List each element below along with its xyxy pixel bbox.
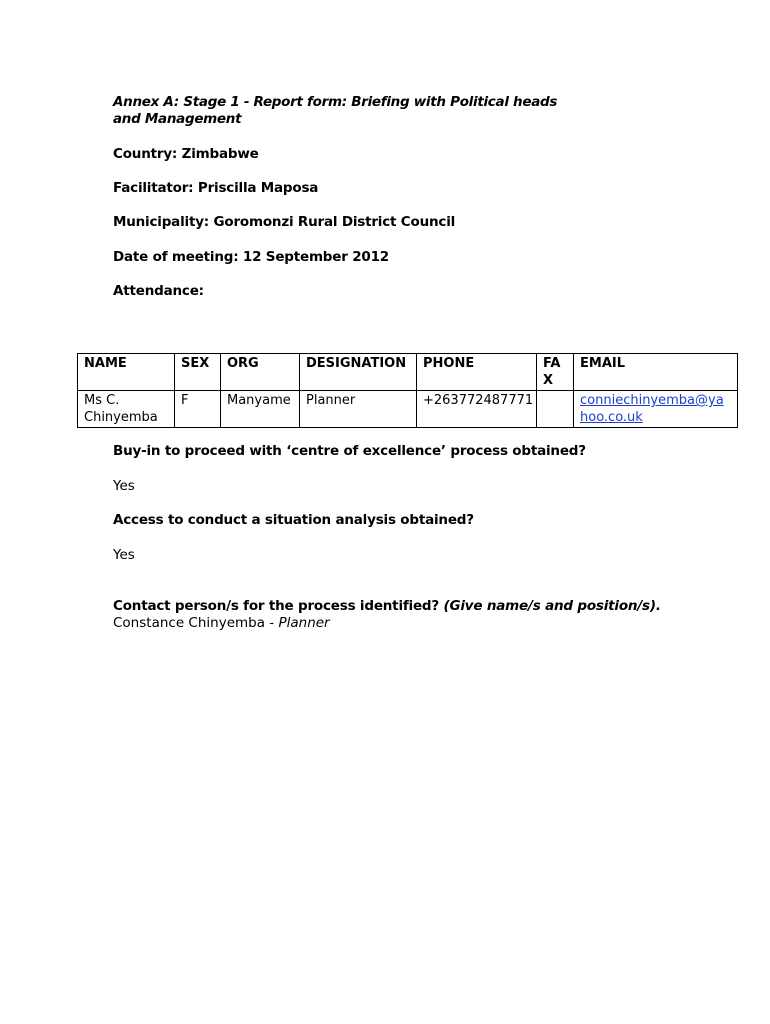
contact-hint: (Give name/s and position/s). [443, 598, 661, 614]
country-line: Country: Zimbabwe [113, 146, 259, 162]
access-question: Access to conduct a situation analysis obtained? [113, 512, 474, 528]
header-phone: PHONE [417, 354, 537, 391]
table-header-row [78, 354, 738, 391]
attendance-label: Attendance: [113, 283, 204, 299]
header-sex: SEX [175, 354, 221, 391]
header-org: ORG [221, 354, 300, 391]
facilitator-line: Facilitator: Priscilla Maposa [113, 180, 319, 196]
contact-answer-line [113, 615, 330, 632]
header-fax: FAX [537, 354, 574, 391]
cell-sex: F [175, 391, 221, 428]
table-row [78, 391, 738, 428]
cell-phone: +263772487771 [417, 391, 537, 428]
cell-name: Ms C. Chinyemba [78, 391, 175, 428]
municipality-line: Municipality: Goromonzi Rural District Council [113, 214, 456, 230]
contact-position: Planner [278, 615, 330, 631]
cell-org: Manyame [221, 391, 300, 428]
attendance-table [77, 353, 738, 428]
contact-separator: - [265, 615, 279, 631]
contact-question: Contact person/s for the process identified? [113, 598, 440, 614]
access-answer: Yes [113, 547, 135, 563]
header-name: NAME [78, 354, 175, 391]
contact-question-line [113, 598, 661, 615]
meeting-date-line: Date of meeting: 12 September 2012 [113, 249, 389, 265]
email-link[interactable]: conniechinyemba@yahoo.co.uk [580, 393, 724, 425]
header-designation: DESIGNATION [300, 354, 417, 391]
cell-email [574, 391, 738, 428]
header-email: EMAIL [574, 354, 738, 391]
buyin-answer: Yes [113, 478, 135, 494]
buyin-question: Buy-in to proceed with ‘centre of excellence’ process obtained? [113, 443, 586, 459]
document-title: Annex A: Stage 1 - Report form: Briefing with Political heads and Management [113, 94, 558, 127]
cell-fax [537, 391, 574, 428]
cell-designation: Planner [300, 391, 417, 428]
contact-name: Constance Chinyemba [113, 615, 265, 631]
